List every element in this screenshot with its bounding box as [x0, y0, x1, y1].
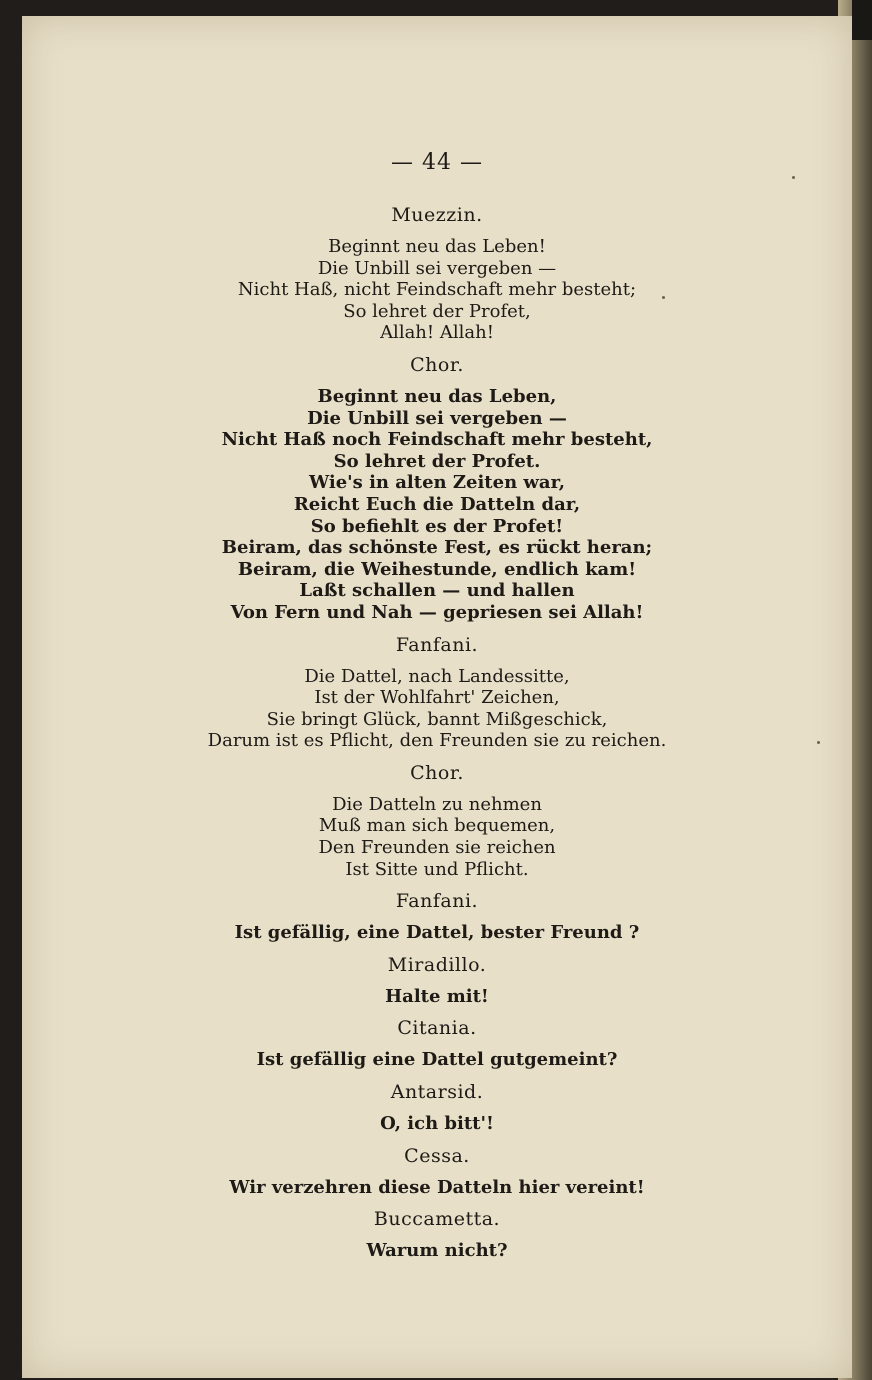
- verse-line: Die Datteln zu nehmen: [332, 793, 542, 815]
- verse-line: Sie bringt Glück, bannt Mißgeschick,: [266, 708, 608, 730]
- verse-line: Den Freunden sie reichen: [318, 837, 556, 859]
- verse-line: Die Dattel, nach Landessitte,: [304, 665, 570, 687]
- verse-line: Von Fern und Nah — gepriesen sei Allah!: [230, 601, 644, 623]
- verse-lines: [22, 1240, 852, 1262]
- speaker-name: Buccametta.: [373, 1208, 501, 1231]
- verse-line: Die Unbill sei vergeben —: [317, 257, 557, 279]
- verse-lines: [22, 986, 852, 1008]
- verse-line: So befiehlt es der Profet!: [310, 515, 564, 537]
- verse-lines: [22, 386, 852, 624]
- verse-line: Darum ist es Pflicht, den Freunden sie zu reichen.: [207, 730, 667, 752]
- verse-lines: [22, 1177, 852, 1199]
- verse-line: Nicht Haß noch Feindschaft mehr besteht,: [221, 429, 653, 451]
- verse-lines: [22, 922, 852, 944]
- verse-lines: [22, 794, 852, 880]
- speaker-name: Chor.: [410, 761, 464, 784]
- verse-lines: [22, 1113, 852, 1135]
- verse-line: Beiram, die Weihestunde, endlich kam!: [237, 558, 637, 580]
- speaker-name: Fanfani.: [395, 633, 479, 656]
- speaker-name: Chor.: [410, 353, 464, 376]
- verse-line: Beginnt neu das Leben!: [328, 236, 546, 257]
- speaker-name: Cessa.: [404, 1144, 470, 1167]
- verse-line: Allah! Allah!: [380, 322, 494, 344]
- verse-lines: [22, 1049, 852, 1071]
- verse-line: So lehret der Profet,: [343, 300, 531, 322]
- verse-line: Halte mit!: [385, 985, 489, 1007]
- speaker-name: Fanfani.: [395, 890, 479, 913]
- verse-line: Ist gefällig eine Dattel gutgemeint?: [256, 1049, 618, 1071]
- speaker-name: Miradillo.: [387, 953, 487, 976]
- dialogue-blocks: [22, 202, 852, 1262]
- verse-line: Wie's in alten Zeiten war,: [308, 472, 566, 494]
- verse-line: O, ich bitt'!: [380, 1113, 494, 1135]
- verse-line: Ist der Wohlfahrt' Zeichen,: [314, 687, 560, 709]
- verse-lines: [22, 236, 852, 344]
- verse-line: Reicht Euch die Datteln dar,: [293, 493, 581, 515]
- verse-line: Muß man sich bequemen,: [318, 815, 556, 837]
- verse-line: Ist gefällig, eine Dattel, bester Freund ?: [234, 922, 640, 944]
- scan-background-corner: [852, 0, 872, 40]
- speaker-name: Muezzin.: [391, 204, 483, 226]
- verse-line: Beiram, das schönste Fest, es rückt heran;: [221, 537, 653, 559]
- verse-line: Ist Sitte und Pflicht.: [345, 858, 529, 880]
- verse-line: Warum nicht?: [366, 1240, 508, 1262]
- verse-line: Beginnt neu das Leben,: [317, 385, 557, 407]
- verse-line: Nicht Haß, nicht Feindschaft mehr besteht;: [237, 279, 637, 301]
- verse-line: Wir verzehren diese Datteln hier vereint!: [229, 1176, 645, 1198]
- page-text: [22, 150, 852, 1270]
- verse-line: Die Unbill sei vergeben —: [307, 407, 567, 429]
- speaker-name: Antarsid.: [390, 1081, 484, 1104]
- verse-line: So lehret der Profet.: [333, 450, 541, 472]
- page-number: — 44 —: [391, 150, 483, 175]
- verse-line: Laßt schallen — und hallen: [299, 580, 575, 602]
- verse-lines: [22, 666, 852, 752]
- speaker-name: Citania.: [397, 1017, 477, 1040]
